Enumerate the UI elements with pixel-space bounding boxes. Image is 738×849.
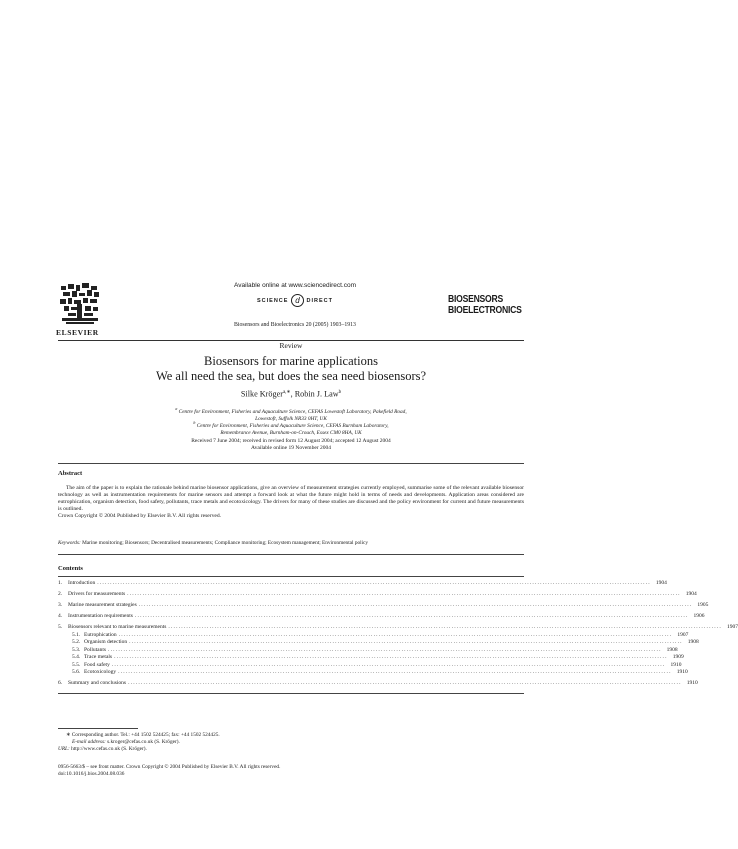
toc-title: Introduction [68, 580, 96, 586]
affiliation-b [58, 420, 524, 436]
toc-entry[interactable] [58, 669, 688, 676]
url-link[interactable]: http://www.cefas.co.uk (S. Kröger). [71, 745, 147, 752]
toc-entry[interactable] [58, 613, 705, 620]
toc-entry[interactable] [58, 646, 678, 654]
journal-logo-line2: BIOELECTRONICS [448, 304, 522, 316]
toc-title: Drivers for measurements [68, 591, 126, 597]
received-dates: Received 7 June 2004; received in revised form 12 August 2004; accepted 12 August 2004 [191, 438, 391, 444]
keywords-label: Keywords: [58, 540, 81, 546]
toc-entry[interactable] [58, 591, 697, 598]
sd-direct-word: DIRECT [306, 297, 333, 304]
author-1: Silke Kröger [240, 389, 283, 399]
keywords-text: Marine monitoring; Biosensors; Decentralised measurements; Compliance monitoring; Ecosystem management; Environmental policy [82, 540, 369, 546]
author-1-sup: a,∗ [282, 390, 291, 395]
toc-page: 1907 [677, 631, 689, 638]
toc-leader: ....................................................................................................................................................................................................................... [111, 661, 666, 668]
toc-entry[interactable] [58, 631, 689, 639]
toc-entry[interactable] [58, 602, 709, 609]
abstract-bottom-rule [58, 554, 524, 555]
toc-indent [58, 639, 72, 646]
toc-title: Food safety [84, 661, 110, 668]
toc-leader: ....................................................................................................................................................................................................................... [108, 646, 662, 653]
toc-title: Summary and conclusions [68, 680, 127, 686]
toc-leader: ....................................................................................................................................................................................................................... [118, 631, 673, 638]
toc-indent [58, 632, 72, 639]
toc-title: Eutrophication [84, 631, 117, 638]
contents-rule [58, 576, 524, 577]
toc-number: 5.2. [72, 639, 81, 645]
toc-title: Instrumentation requirements [68, 613, 133, 619]
contents-bottom-rule [58, 693, 524, 694]
toc-indent [58, 647, 72, 654]
toc-leader: ....................................................................................................................................................................................................................... [129, 639, 683, 645]
corresponding-author: ∗ Corresponding author. Tel.: +44 1502 524425; fax: +44 1502 524425. [66, 732, 220, 738]
toc-page: 1910 [670, 661, 682, 668]
journal-citation: Biosensors and Bioelectronics 20 (2005) 1903–1913 [234, 322, 356, 328]
title-line-1: Biosensors for marine applications [204, 354, 378, 368]
toc-number: 2. [58, 591, 63, 597]
toc-indent [58, 654, 72, 661]
affil-a-sup: a [175, 406, 178, 411]
sd-circle-icon: d [291, 294, 304, 307]
toc-page: 1910 [676, 669, 688, 675]
toc-page: 1906 [693, 613, 705, 619]
available-online-date: Available online 19 November 2004 [251, 444, 331, 451]
affil-a-line1: Centre for Environment, Fisheries and Aquaculture Science, CEFAS Lowestoft Laboratory, Pakefield Road, [178, 408, 407, 415]
sd-science-word: SCIENCE [257, 297, 289, 304]
toc-title: Marine measurement strategies [68, 602, 137, 608]
toc-title: Ecotoxicology [84, 669, 117, 675]
abstract-heading: Abstract [58, 470, 83, 477]
doi-line[interactable]: doi:10.1016/j.bios.2004.08.036 [58, 770, 125, 777]
author-2: Robin J. Law [294, 389, 339, 399]
toc-page: 1907 [727, 624, 738, 630]
elsevier-tree-logo [58, 282, 102, 326]
toc-number: 3. [58, 602, 63, 608]
affil-b-line2: Remembrance Avenue, Burnham-on-Crouch, Essex CM0 8HA, UK [220, 429, 362, 436]
toc-page: 1904 [685, 591, 697, 597]
toc-entry[interactable] [58, 639, 699, 646]
keywords-line [58, 540, 524, 546]
toc-title: Organism detection [84, 639, 128, 645]
author-separator: , [290, 389, 295, 399]
contents-heading: Contents [58, 565, 83, 572]
affil-b-line1: Centre for Environment, Fisheries and Aquaculture Science, CEFAS Burnham Laboratory, [196, 422, 389, 429]
toc-leader: ....................................................................................................................................................................................................................... [168, 624, 722, 630]
toc-number: 5.3. [72, 646, 81, 653]
toc-number: 1. [58, 580, 63, 586]
author-2-sup: b [338, 390, 342, 395]
email-line [58, 739, 524, 746]
toc-entry[interactable] [58, 661, 682, 669]
elsevier-wordmark: ELSEVIER [56, 328, 99, 337]
toc-indent [58, 669, 72, 676]
toc-page: 1910 [686, 680, 698, 686]
article-type: Review [279, 341, 303, 350]
affil-b-sup: b [193, 420, 196, 425]
toc-number: 5.1. [72, 631, 81, 638]
article-title [58, 354, 524, 384]
toc-number: 4. [58, 613, 63, 619]
dates-block [58, 438, 524, 452]
abstract-top-rule [58, 463, 524, 464]
toc-page: 1908 [666, 646, 678, 653]
toc-leader: ....................................................................................................................................................................................................................... [134, 613, 689, 619]
toc-number: 5.4. [72, 654, 81, 660]
toc-entry[interactable] [58, 680, 698, 687]
toc-title: Biosensors relevant to marine measurements [68, 624, 167, 630]
toc-page: 1908 [687, 639, 699, 645]
toc-leader: ....................................................................................................................................................................................................................... [127, 591, 681, 597]
sciencedirect-logo [160, 294, 430, 307]
toc-leader: ....................................................................................................................................................................................................................... [97, 580, 651, 586]
email-label: E-mail address: [72, 738, 106, 745]
journal-logo [448, 293, 522, 316]
toc-number: 6. [58, 680, 63, 686]
abstract-text: The aim of the paper is to explain the rationale behind marine biosensor applications, give an overview of measurement strategies currently employed, summarise some of the relevant available biosensor technology as well as instrumentation requirements for marine sensors and attempt a forward look at what the future might hold in terms of needs and developments. Application areas considered are eutrophication, organism detection, food safety, pollutants, trace metals and ecotoxicology. The drivers for many of these studies are discussed and the policy environment for current and future measurements is outlined. [58, 485, 524, 512]
toc-leader: ....................................................................................................................................................................................................................... [128, 680, 682, 686]
affil-a-line2: Lowestoft, Suffolk NR33 0HT, UK [255, 415, 327, 422]
toc-entry[interactable] [58, 654, 684, 661]
email-address[interactable]: s.kroger@cefas.co.uk (S. Kröger). [107, 738, 180, 745]
issn-line: 0956-5663/$ – see front matter. Crown Copyright © 2004 Published by Elsevier B.V. All rights reserved. [58, 764, 281, 770]
toc-leader: ....................................................................................................................................................................................................................... [138, 602, 693, 608]
toc-title: Pollutants [84, 646, 107, 653]
issn-block [58, 764, 524, 778]
toc-leader: ....................................................................................................................................................................................................................... [114, 654, 668, 660]
toc-page: 1909 [672, 654, 684, 660]
footnotes [58, 732, 524, 752]
url-label: URL: [58, 745, 70, 752]
toc-entry[interactable] [58, 580, 667, 587]
url-line [58, 746, 524, 753]
title-line-2: We all need the sea, but does the sea need biosensors? [155, 369, 427, 383]
toc-page: 1904 [655, 580, 667, 586]
toc-number: 5.6. [72, 669, 81, 675]
toc-title: Trace metals [84, 654, 113, 660]
toc-page: 1905 [697, 602, 709, 608]
toc-indent [58, 662, 72, 669]
toc-number: 5.5. [72, 661, 81, 668]
toc-number: 5. [58, 624, 63, 630]
journal-logo-line1: BIOSENSORS [448, 293, 503, 305]
toc-leader: ....................................................................................................................................................................................................................... [118, 669, 672, 675]
available-online-line: Available online at www.sciencedirect.com [234, 282, 356, 289]
toc-entry[interactable] [58, 624, 738, 631]
author-list [58, 389, 524, 399]
footnote-rule [58, 728, 138, 729]
abstract-copyright: Crown Copyright © 2004 Published by Elsevier B.V. All rights reserved. [58, 512, 222, 519]
abstract-body [58, 485, 524, 520]
